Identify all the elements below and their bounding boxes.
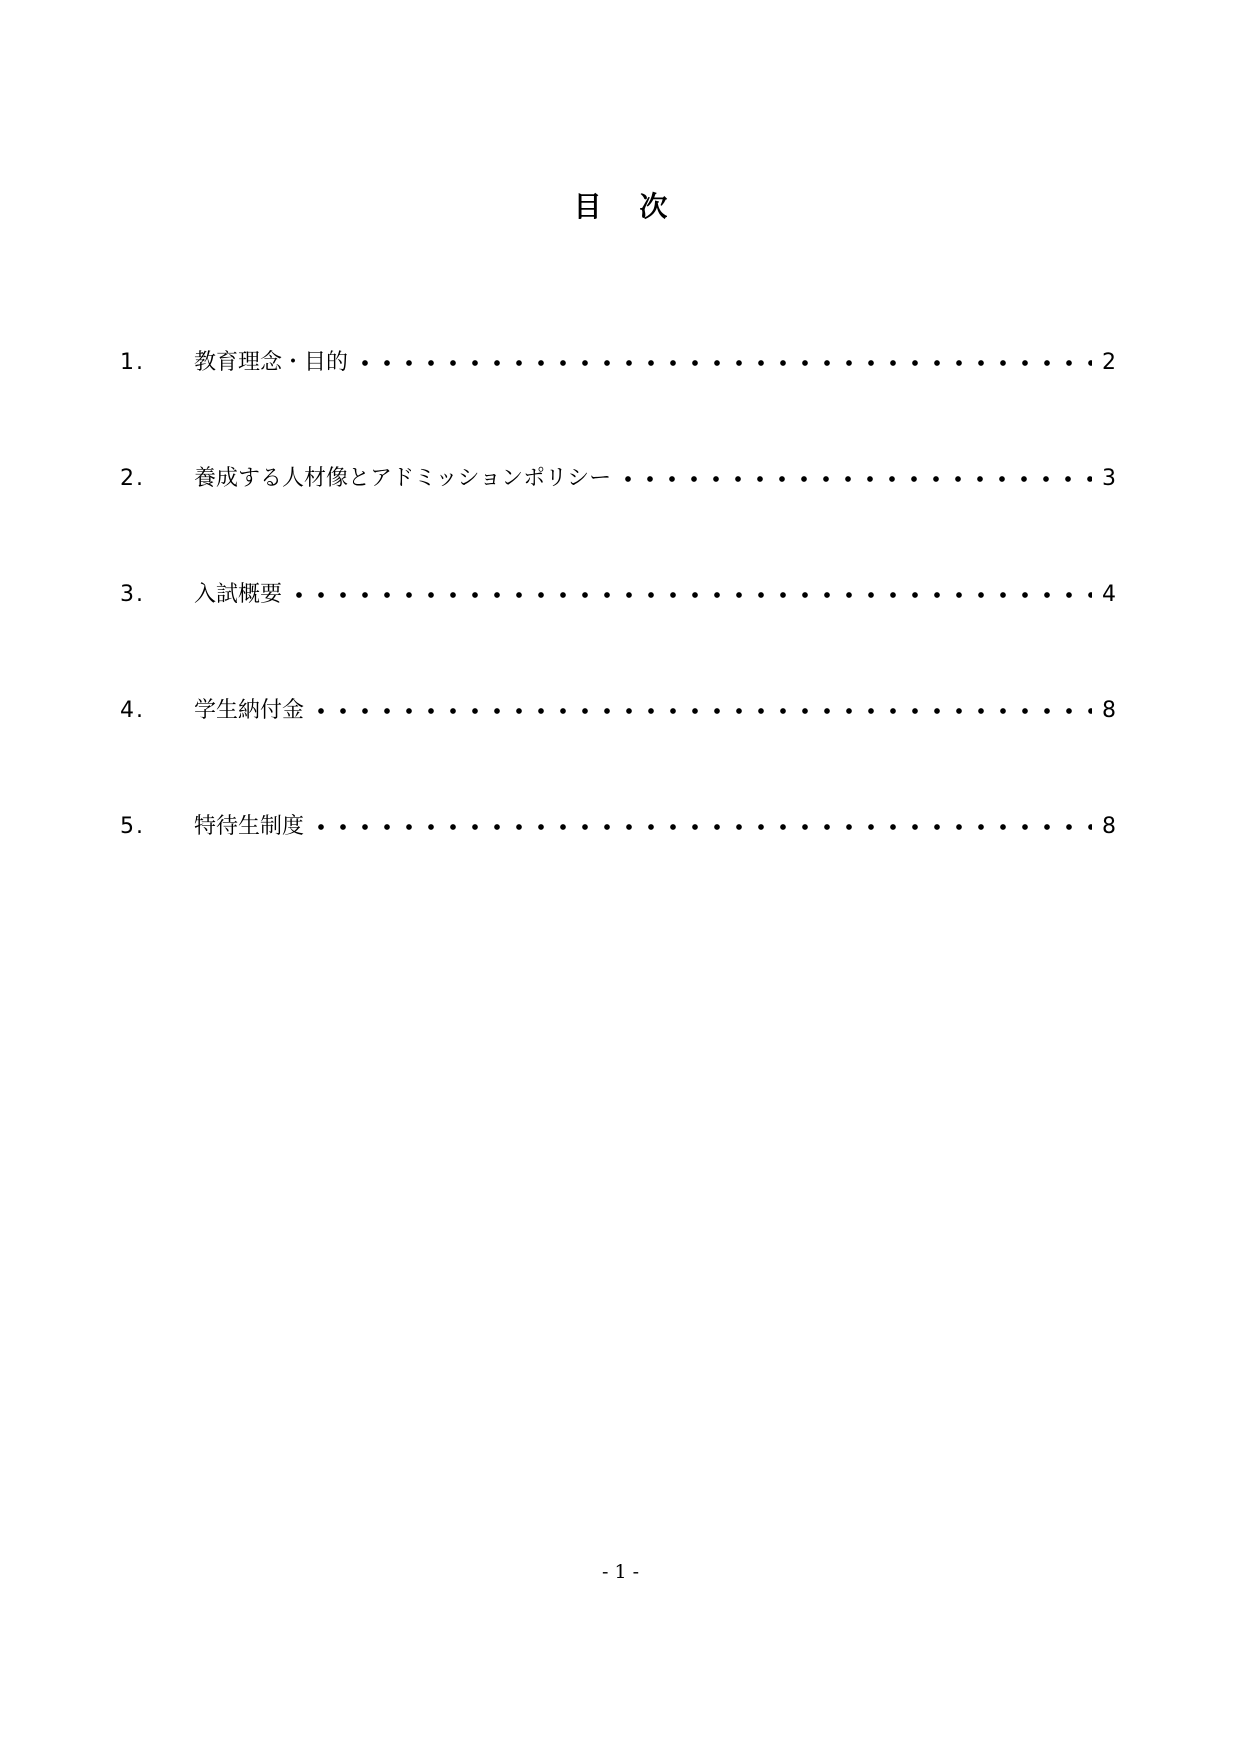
toc-dot-leader — [617, 462, 1092, 496]
toc-entry-4[interactable] — [120, 694, 1116, 728]
toc-entry-number: 5. — [120, 814, 145, 839]
toc-entry-3[interactable] — [120, 578, 1116, 612]
toc-entry-page: 8 — [1102, 698, 1116, 723]
toc-entry-number: 4. — [120, 698, 145, 723]
toc-entry-label: 特待生制度 — [194, 814, 305, 839]
toc-entry-label: 教育理念・目的 — [194, 350, 349, 375]
page-title: 目 次 — [573, 190, 682, 223]
toc-entry-number: 1. — [120, 350, 145, 375]
toc-dot-leader — [354, 346, 1092, 380]
toc-entry-2[interactable] — [120, 462, 1116, 496]
toc-entry-page: 4 — [1102, 582, 1116, 607]
toc-dot-leader — [310, 694, 1092, 728]
toc-entry-5[interactable] — [120, 810, 1116, 844]
toc-entry-page: 8 — [1102, 814, 1116, 839]
toc-entry-label: 入試概要 — [194, 582, 283, 607]
toc-entry-number: 2. — [120, 466, 145, 491]
toc-entry-label: 養成する人材像とアドミッションポリシー — [194, 466, 612, 491]
toc-entry-label: 学生納付金 — [194, 698, 305, 723]
toc-entry-page: 2 — [1102, 350, 1116, 375]
page-number: - 1 - — [601, 1561, 639, 1583]
toc-dot-leader — [288, 578, 1092, 612]
toc-entry-number: 3. — [120, 582, 145, 607]
table-of-contents — [120, 346, 1116, 926]
toc-dot-leader — [310, 810, 1092, 844]
toc-entry-page: 3 — [1102, 466, 1116, 491]
toc-entry-1[interactable] — [120, 346, 1116, 380]
